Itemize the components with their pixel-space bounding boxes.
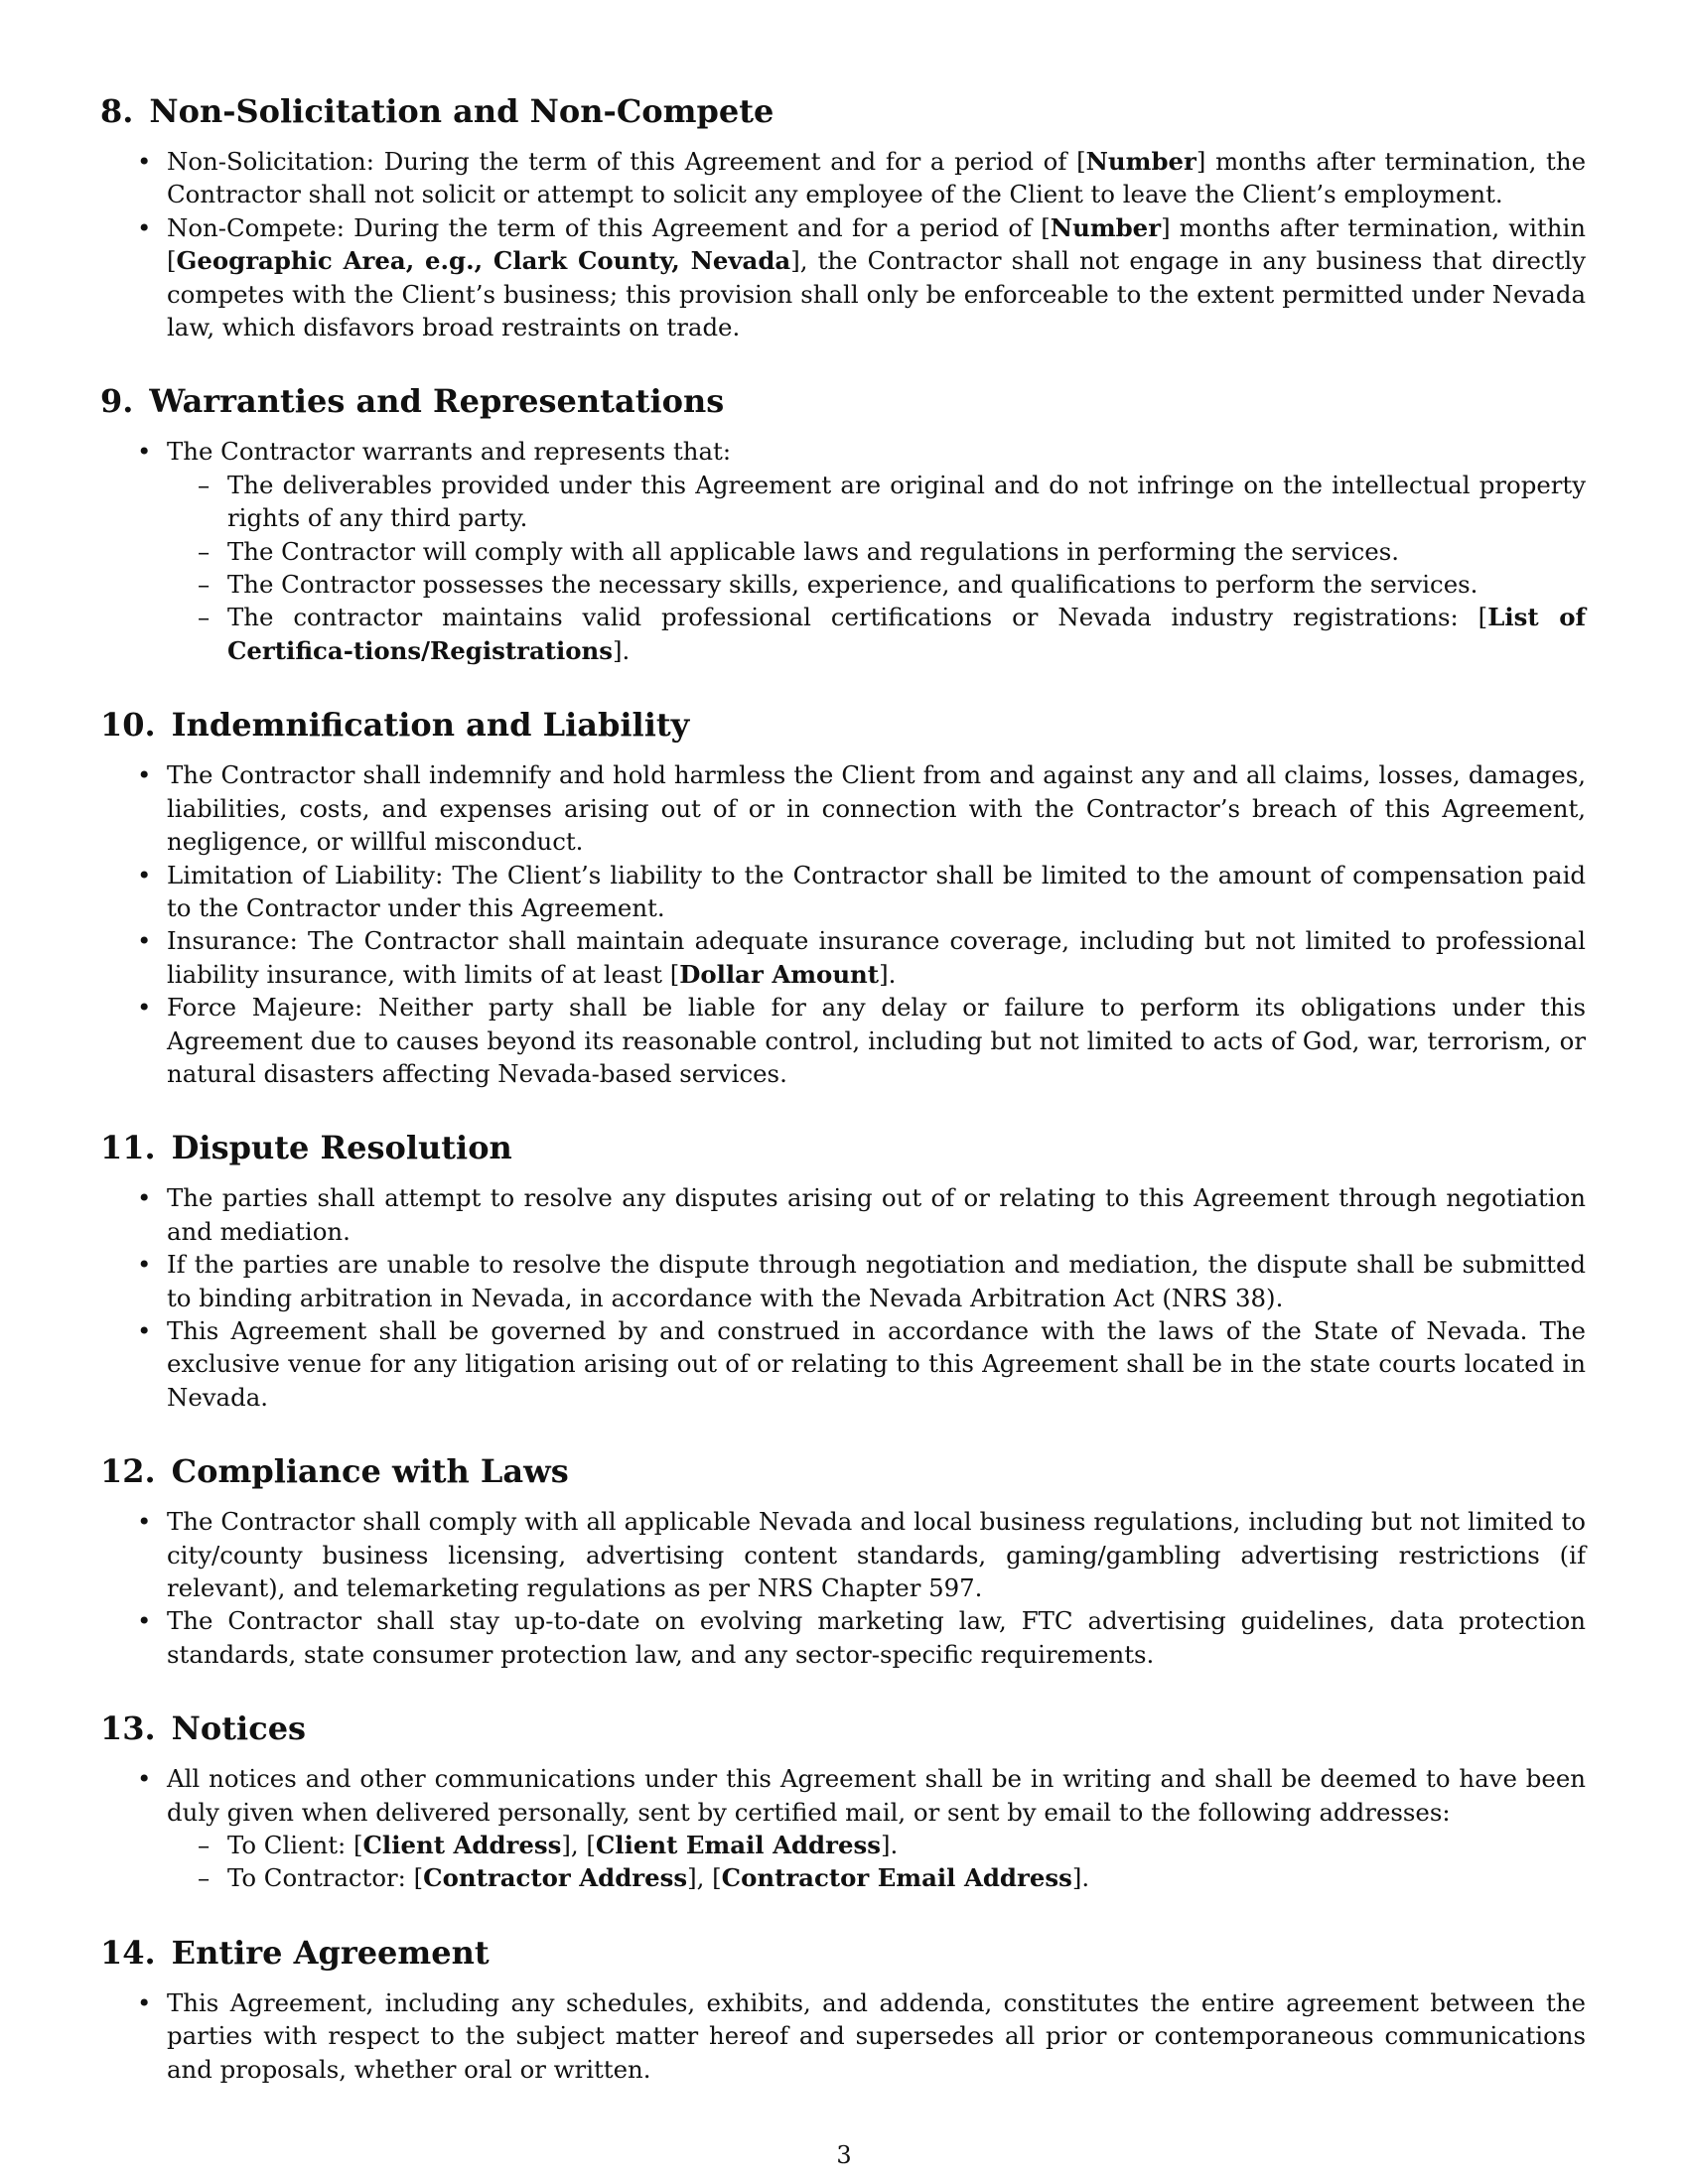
section-heading (100, 91, 1586, 131)
bullet-list (100, 758, 1586, 1090)
list-item (100, 1314, 1586, 1414)
placeholder-field: Contractor Email Address (721, 1863, 1072, 1893)
section-title: Dispute Resolution (171, 1129, 512, 1167)
sub-list-item (100, 535, 1586, 568)
list-item (100, 991, 1586, 1090)
page-number: 3 (836, 2141, 852, 2169)
item-text: This Agreement shall be governed by and construed in accordance with the laws of the State of Nevada. The exclusive venue for any litigation arising out of or relating to this Agreement shall be in the state courts located in Nevada. (167, 1315, 1586, 1412)
section-9-warranties (100, 381, 1586, 667)
section-heading (100, 1128, 1586, 1167)
placeholder-field: Dollar Amount (679, 959, 880, 989)
sub-list-item (100, 601, 1586, 667)
item-text: ] months after termination, the Contractor shall not solicit or attempt to solicit any employee of the Client to leave the Client’s employment. (167, 147, 1586, 209)
item-text: The Contractor warrants and represents that: (167, 437, 732, 467)
item-text: The Contractor possesses the necessary skills, experience, and qualifications to perform the services. (227, 570, 1478, 600)
section-8-non-solicitation (100, 91, 1586, 343)
item-text: Force Majeure: Neither party shall be liable for any delay or failure to perform its obligations under this Agreement due to causes beyond its reasonable control, including but not limited to acts of God, war, terrorism, or natural disasters affecting Nevada-based services. (167, 993, 1586, 1088)
bullet-list (100, 1986, 1586, 2086)
section-number: 13. (100, 1709, 156, 1748)
section-title: Notices (171, 1709, 307, 1748)
placeholder-field: Client Address (362, 1831, 562, 1860)
placeholder-field: Contractor Address (423, 1863, 688, 1893)
item-text: All notices and other communications under this Agreement shall be in writing and shall be deemed to have been duly given when delivered personally, sent by certified mail, or sent by email to the following addresses: (167, 1764, 1586, 1827)
sub-list-item (100, 1829, 1586, 1861)
item-text: The Contractor shall comply with all applicable Nevada and local business regulations, including but not limited to city/county business licensing, advertising content standards, gaming/gambling advertising restrictions (if relevant), and telemarketing regulations as per NRS Chapter 597. (167, 1507, 1586, 1602)
section-11-dispute-resolution (100, 1128, 1586, 1414)
item-text: ]. (880, 1831, 899, 1860)
list-item (100, 1248, 1586, 1314)
item-text: The Contractor shall indemnify and hold harmless the Client from and against any and all claims, losses, damages, liabilities, costs, and expenses arising out of or in connection with the Contractor’s breach of this Agreement, negligence, or willful misconduct. (167, 760, 1586, 857)
section-heading (100, 1933, 1586, 1973)
item-text: ]. (613, 635, 631, 665)
item-text: ], the Contractor shall not engage in any business that directly competes with the Client’s business; this provision shall only be enforceable to the extent permitted under Nevada law, which disfavors broad restraints on trade. (167, 246, 1586, 342)
item-text: Non-Compete: During the term of this Agreement and for a period of [ (167, 212, 1051, 242)
list-item (100, 211, 1586, 344)
list-item (100, 1762, 1586, 1829)
sub-list (100, 1829, 1586, 1895)
section-number: 11. (100, 1129, 156, 1167)
placeholder-field: Number (1085, 147, 1196, 176)
placeholder-field: Number (1050, 212, 1162, 242)
item-text: The Contractor shall stay up-to-date on evolving marketing law, FTC advertising guidelines, data protection standards, state consumer protection law, and any sector-specific requirements. (167, 1606, 1586, 1669)
section-number: 14. (100, 1933, 156, 1972)
item-text: If the parties are unable to resolve the dispute through negotiation and mediation, the dispute shall be submitted to binding arbitration in Nevada, in accordance with the Nevada Arbitration Act (NRS 38). (167, 1250, 1586, 1312)
section-number: 12. (100, 1452, 156, 1491)
sub-list-item (100, 568, 1586, 601)
section-title: Indemnification and Liability (171, 706, 690, 745)
section-title: Compliance with Laws (171, 1452, 569, 1491)
bullet-list (100, 1505, 1586, 1671)
item-text: To Contractor: [ (227, 1863, 424, 1893)
section-title: Warranties and Representations (149, 382, 725, 421)
section-heading (100, 1708, 1586, 1748)
item-text: ], [ (687, 1863, 722, 1893)
bullet-list (100, 145, 1586, 343)
section-title: Non-Solicitation and Non-Compete (149, 92, 774, 130)
section-10-indemnification (100, 705, 1586, 1090)
section-12-compliance (100, 1451, 1586, 1671)
section-heading (100, 381, 1586, 421)
item-text: ]. (879, 959, 897, 989)
item-text: The parties shall attempt to resolve any disputes arising out of or relating to this Agreement through negotiation and mediation. (167, 1183, 1586, 1246)
list-item (100, 924, 1586, 991)
item-text: The Contractor will comply with all applicable laws and regulations in performing the services. (227, 536, 1399, 566)
item-text: This Agreement, including any schedules, exhibits, and addenda, constitutes the entire agreement between the parties with respect to the subject matter hereof and supersedes all prior or contemporaneous communications and proposals, whether oral or written. (167, 1987, 1586, 2084)
list-item (100, 1604, 1586, 1671)
placeholder-field: List of Certifica-tions/Registrations (227, 603, 1587, 665)
section-number: 8. (100, 92, 134, 130)
section-13-notices (100, 1708, 1586, 1895)
item-text: To Client: [ (227, 1831, 363, 1860)
item-text: ]. (1071, 1863, 1090, 1893)
sub-list (100, 469, 1586, 667)
section-heading (100, 705, 1586, 745)
bullet-list (100, 435, 1586, 468)
section-heading (100, 1451, 1586, 1491)
item-text: The contractor maintains valid professional certifications or Nevada industry registrations: [ (227, 603, 1488, 632)
item-text: Non-Solicitation: During the term of this Agreement and for a period of [ (167, 147, 1086, 176)
item-text: ] months after termination, within [ (167, 212, 1586, 276)
list-item (100, 758, 1586, 858)
section-number: 9. (100, 382, 134, 421)
list-item (100, 1986, 1586, 2086)
item-text: Limitation of Liability: The Client’s liability to the Contractor shall be limited to the amount of compensation paid to the Contractor under this Agreement. (167, 860, 1586, 922)
bullet-list (100, 1181, 1586, 1414)
list-item (100, 435, 1586, 468)
bullet-list (100, 1762, 1586, 1829)
section-number: 10. (100, 706, 156, 745)
sub-list-item (100, 469, 1586, 535)
item-text: The deliverables provided under this Agreement are original and do not infringe on the intellectual property rights of any third party. (227, 470, 1586, 533)
placeholder-field: Client Email Address (595, 1831, 881, 1860)
list-item (100, 1505, 1586, 1604)
list-item (100, 145, 1586, 211)
item-text: Insurance: The Contractor shall maintain adequate insurance coverage, including but not limited to professional liability insurance, with limits of at least [ (167, 926, 1586, 989)
section-title: Entire Agreement (171, 1933, 490, 1972)
list-item (100, 1181, 1586, 1248)
placeholder-field: Geographic Area, e.g., Clark County, Nevada (176, 246, 791, 276)
list-item (100, 859, 1586, 925)
sub-list-item (100, 1861, 1586, 1894)
item-text: ], [ (561, 1831, 596, 1860)
section-14-entire-agreement (100, 1933, 1586, 2086)
